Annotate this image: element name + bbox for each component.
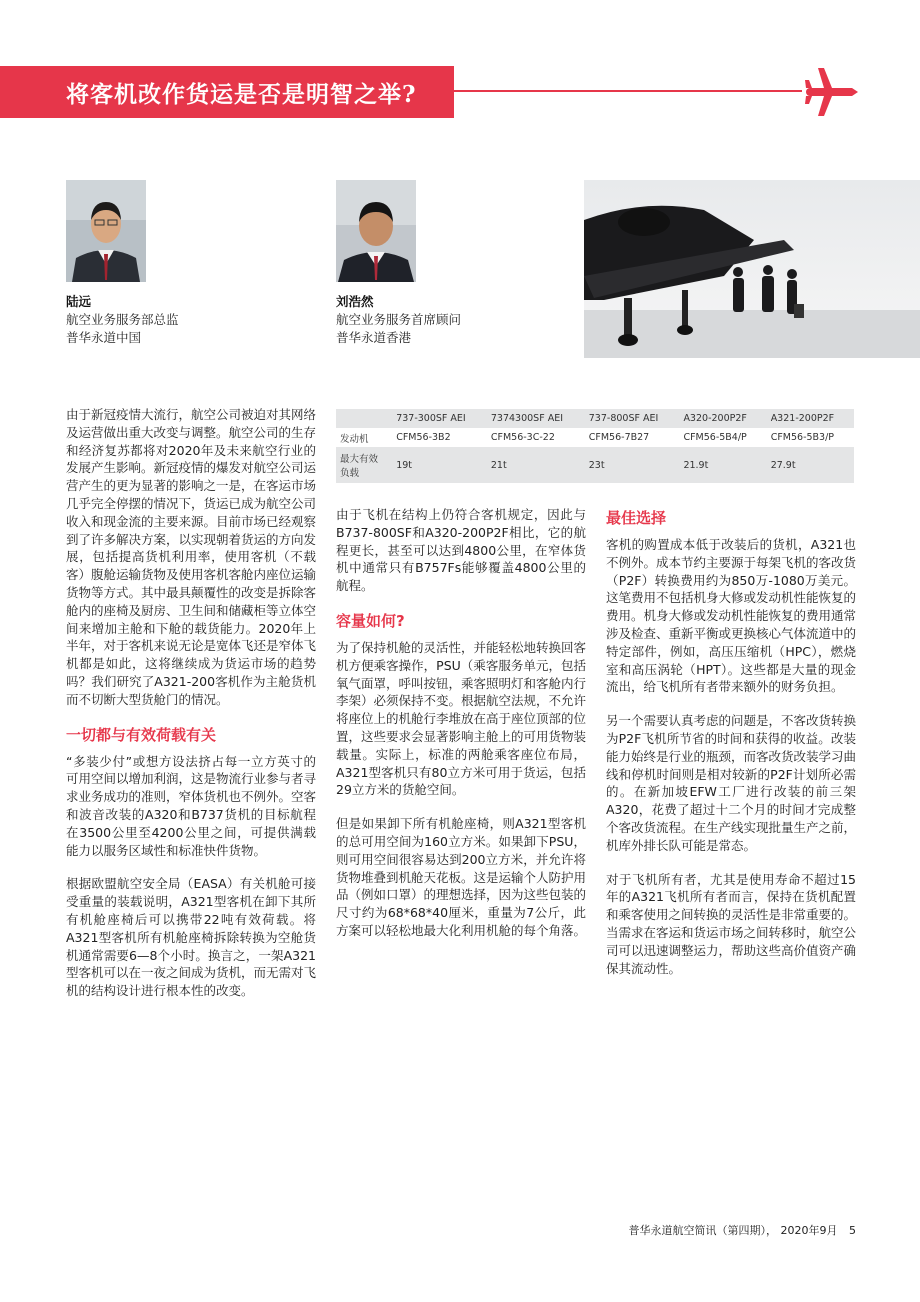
article-column-3	[606, 508, 856, 993]
section-heading: 容量如何?	[336, 611, 405, 630]
table-header-cell: 737-300SF AEI	[396, 413, 466, 424]
row-label-line: 负载	[340, 468, 360, 479]
person-name: 刘浩然	[336, 294, 374, 309]
table-row	[336, 447, 854, 483]
table-header-row	[336, 409, 854, 428]
table-header-cell: 737-800SF AEI	[588, 413, 659, 424]
portrait-lu-yuan	[66, 180, 146, 282]
page-footer	[629, 1222, 857, 1238]
table-cell: 27.9t	[770, 459, 796, 471]
article-column-2	[336, 506, 586, 956]
article-column-1	[66, 406, 316, 1016]
row-label-line: 最大有效	[340, 454, 379, 465]
table-header-cell: A320-200P2F	[683, 413, 747, 424]
title-rule	[454, 90, 802, 92]
paragraph: 客机的购置成本低于改装后的货机，A321也不例外。成本节约主要源于每架飞机的客改货（P2F）转换费用约为850万-1080万美元。这笔费用不包括机身大修或发动机性能恢复的费用。机身大修或发动机性能恢复的费用通常涉及检查、重新平衡或更换核心气体流道中的特定部件，例如，高压压缩机（HPC），燃烧室和高压涡轮（HPT）。这些都是大量的现金流出，给飞机所有者带来额外的财务负担。	[606, 537, 857, 695]
row-label: 发动机	[340, 433, 369, 445]
person-role: 航空业务服务首席顾问	[336, 312, 462, 327]
private-jet-photo	[584, 180, 920, 358]
paragraph: “多装少付”或想方设法挤占每一立方英寸的可用空间以增加利润，这是物流行业参与者寻求业务成功的准则，窄体货机也不例外。空客和波音改装的A320和B737货机的目标航程在3500公里至4200公里之间，可提供满载能力以服务区域性和标准快件货物。	[66, 753, 317, 858]
paragraph: 对于飞机所有者，尤其是使用寿命不超过15年的A321飞机所有者而言，保持在货机配置和乘客使用之间转换的灵活性是非常重要的。当需求在客运和货运市场之间转移时，航空公司可以迅速调整运力，帮助这些高价值资产确保其流动性。	[606, 871, 857, 976]
paragraph: 但是如果卸下所有机舱座椅，则A321型客机的总可用空间为160立方米。如果卸下PSU，则可用空间很容易达到200立方米，并允许将货物堆叠到机舱天花板。这是运输个人防护用品（例如口罩）的理想选择，因为这些包装的尺寸约为68*68*40厘米，重量为7公斤，此方案可以轻松地最大化利用机舱的每个角落。	[336, 816, 587, 938]
paragraph: 由于新冠疫情大流行，航空公司被迫对其网络及运营做出重大改变与调整。航空公司的生存和经济复苏都将对2020年及未来航空行业的发展产生影响。新冠疫情的爆发对航空公司运营产生的更为显著的影响之一是，在客运市场几乎完全停摆的情况下，货运已成为航空公司收入和现金流的主要来源。目前市场已经观察到了许多解决方案，以实现朝着货运的方向发展，包括提高货机利用率，使用客机（不载客）腹舱运输货物及使用客机客舱内座位运输货物等方式。其中最具颠覆性的改变是拆除客舱内的座椅及厨房、卫生间和储藏柜等立体空间来增加主舱和下舱的载货能力。2020年上半年，对于客机来说无论是宽体飞还是窄体飞机都是如此，这将继续成为货运市场的趋势吗？我们研究了A321-200客机作为主舱货机而不切断大型货舱门的情况。	[66, 407, 317, 707]
table-cell: 19t	[396, 459, 413, 471]
table-header-cell: A321-200P2F	[770, 413, 835, 424]
paragraph: 由于飞机在结构上仍符合客机规定，因此与B737-800SF和A320-200P2F相比，它的航程更长，甚至可以达到4800公里，在窄体货机中通常只有B757Fs能够覆盖4800公里的航程。	[336, 507, 586, 594]
table-cell: CFM56-3B2	[396, 432, 451, 443]
table-cell: 23t	[588, 459, 605, 471]
row-label	[336, 447, 392, 483]
publication-name: 普华永道航空简讯（第四期）， 2020年9月	[628, 1224, 838, 1237]
page-title: 将客机改作货运是否是明智之举?	[66, 81, 417, 108]
table-cell: CFM56-7B27	[588, 432, 650, 443]
section-heading: 最佳选择	[606, 509, 667, 527]
table-cell: CFM56-3C-22	[490, 432, 555, 443]
paragraph: 为了保持机舱的灵活性，并能轻松地转换回客机方便乘客操作，PSU（乘客服务单元，包括氧气面罩，呼叫按钮，乘客照明灯和客舱内行李架）必须保持不变。根据航空法规，不允许将座位上的机舱行李堆放在高于座位顶部的位置，这些要求会显著影响主舱上的可用货物装载量。实际上，标准的两舱乘客座位布局，A321型客机只有80立方米可用于货运，包括29立方米的货舱空间。	[336, 639, 587, 798]
person-name: 陆远	[66, 294, 92, 309]
person-company: 普华永道中国	[66, 330, 142, 345]
paragraph: 另一个需要认真考虑的问题是，不客改货转换为P2F飞机所节省的时间和获得的收益。改装能力始终是行业的瓶颈，而客改货改装学习曲线和停机时间则是相对较新的P2F计划所必需的。在新加坡EFW工厂进行改装的前三架A320，花费了超过十二个月的时间才完成整个客改货流程。在生产线实现批量生产之前，机库外排长队可能是常态。	[606, 713, 857, 853]
paragraph: 根据欧盟航空安全局（EASA）有关机舱可接受重量的装载说明，A321型客机在卸下其所有机舱座椅后可以携带22吨有效荷载。将A321型客机所有机舱座椅拆除转换为空舱货机通常需要6—8个小时。换言之，一架A321型客机可以在一夜之间成为货机，而无需对飞机的结构设计进行根本性的改变。	[66, 876, 317, 999]
table-header-cell	[336, 409, 392, 428]
airplane-icon	[802, 64, 858, 120]
table-cell: 21.9t	[683, 459, 709, 471]
person-role: 航空业务服务部总监	[66, 312, 179, 327]
table-cell: 21t	[490, 459, 507, 471]
person-company: 普华永道香港	[336, 330, 412, 345]
portrait-liu-haoran	[336, 180, 416, 282]
page-number: 5	[849, 1224, 856, 1237]
table-row	[336, 428, 854, 447]
table-header-cell: 7374300SF AEI	[490, 413, 564, 424]
section-heading: 一切都与有效荷载有关	[66, 725, 217, 744]
spec-table	[336, 409, 854, 483]
table-cell: CFM56-5B3/P	[770, 432, 835, 443]
table-cell: CFM56-5B4/P	[683, 432, 747, 443]
